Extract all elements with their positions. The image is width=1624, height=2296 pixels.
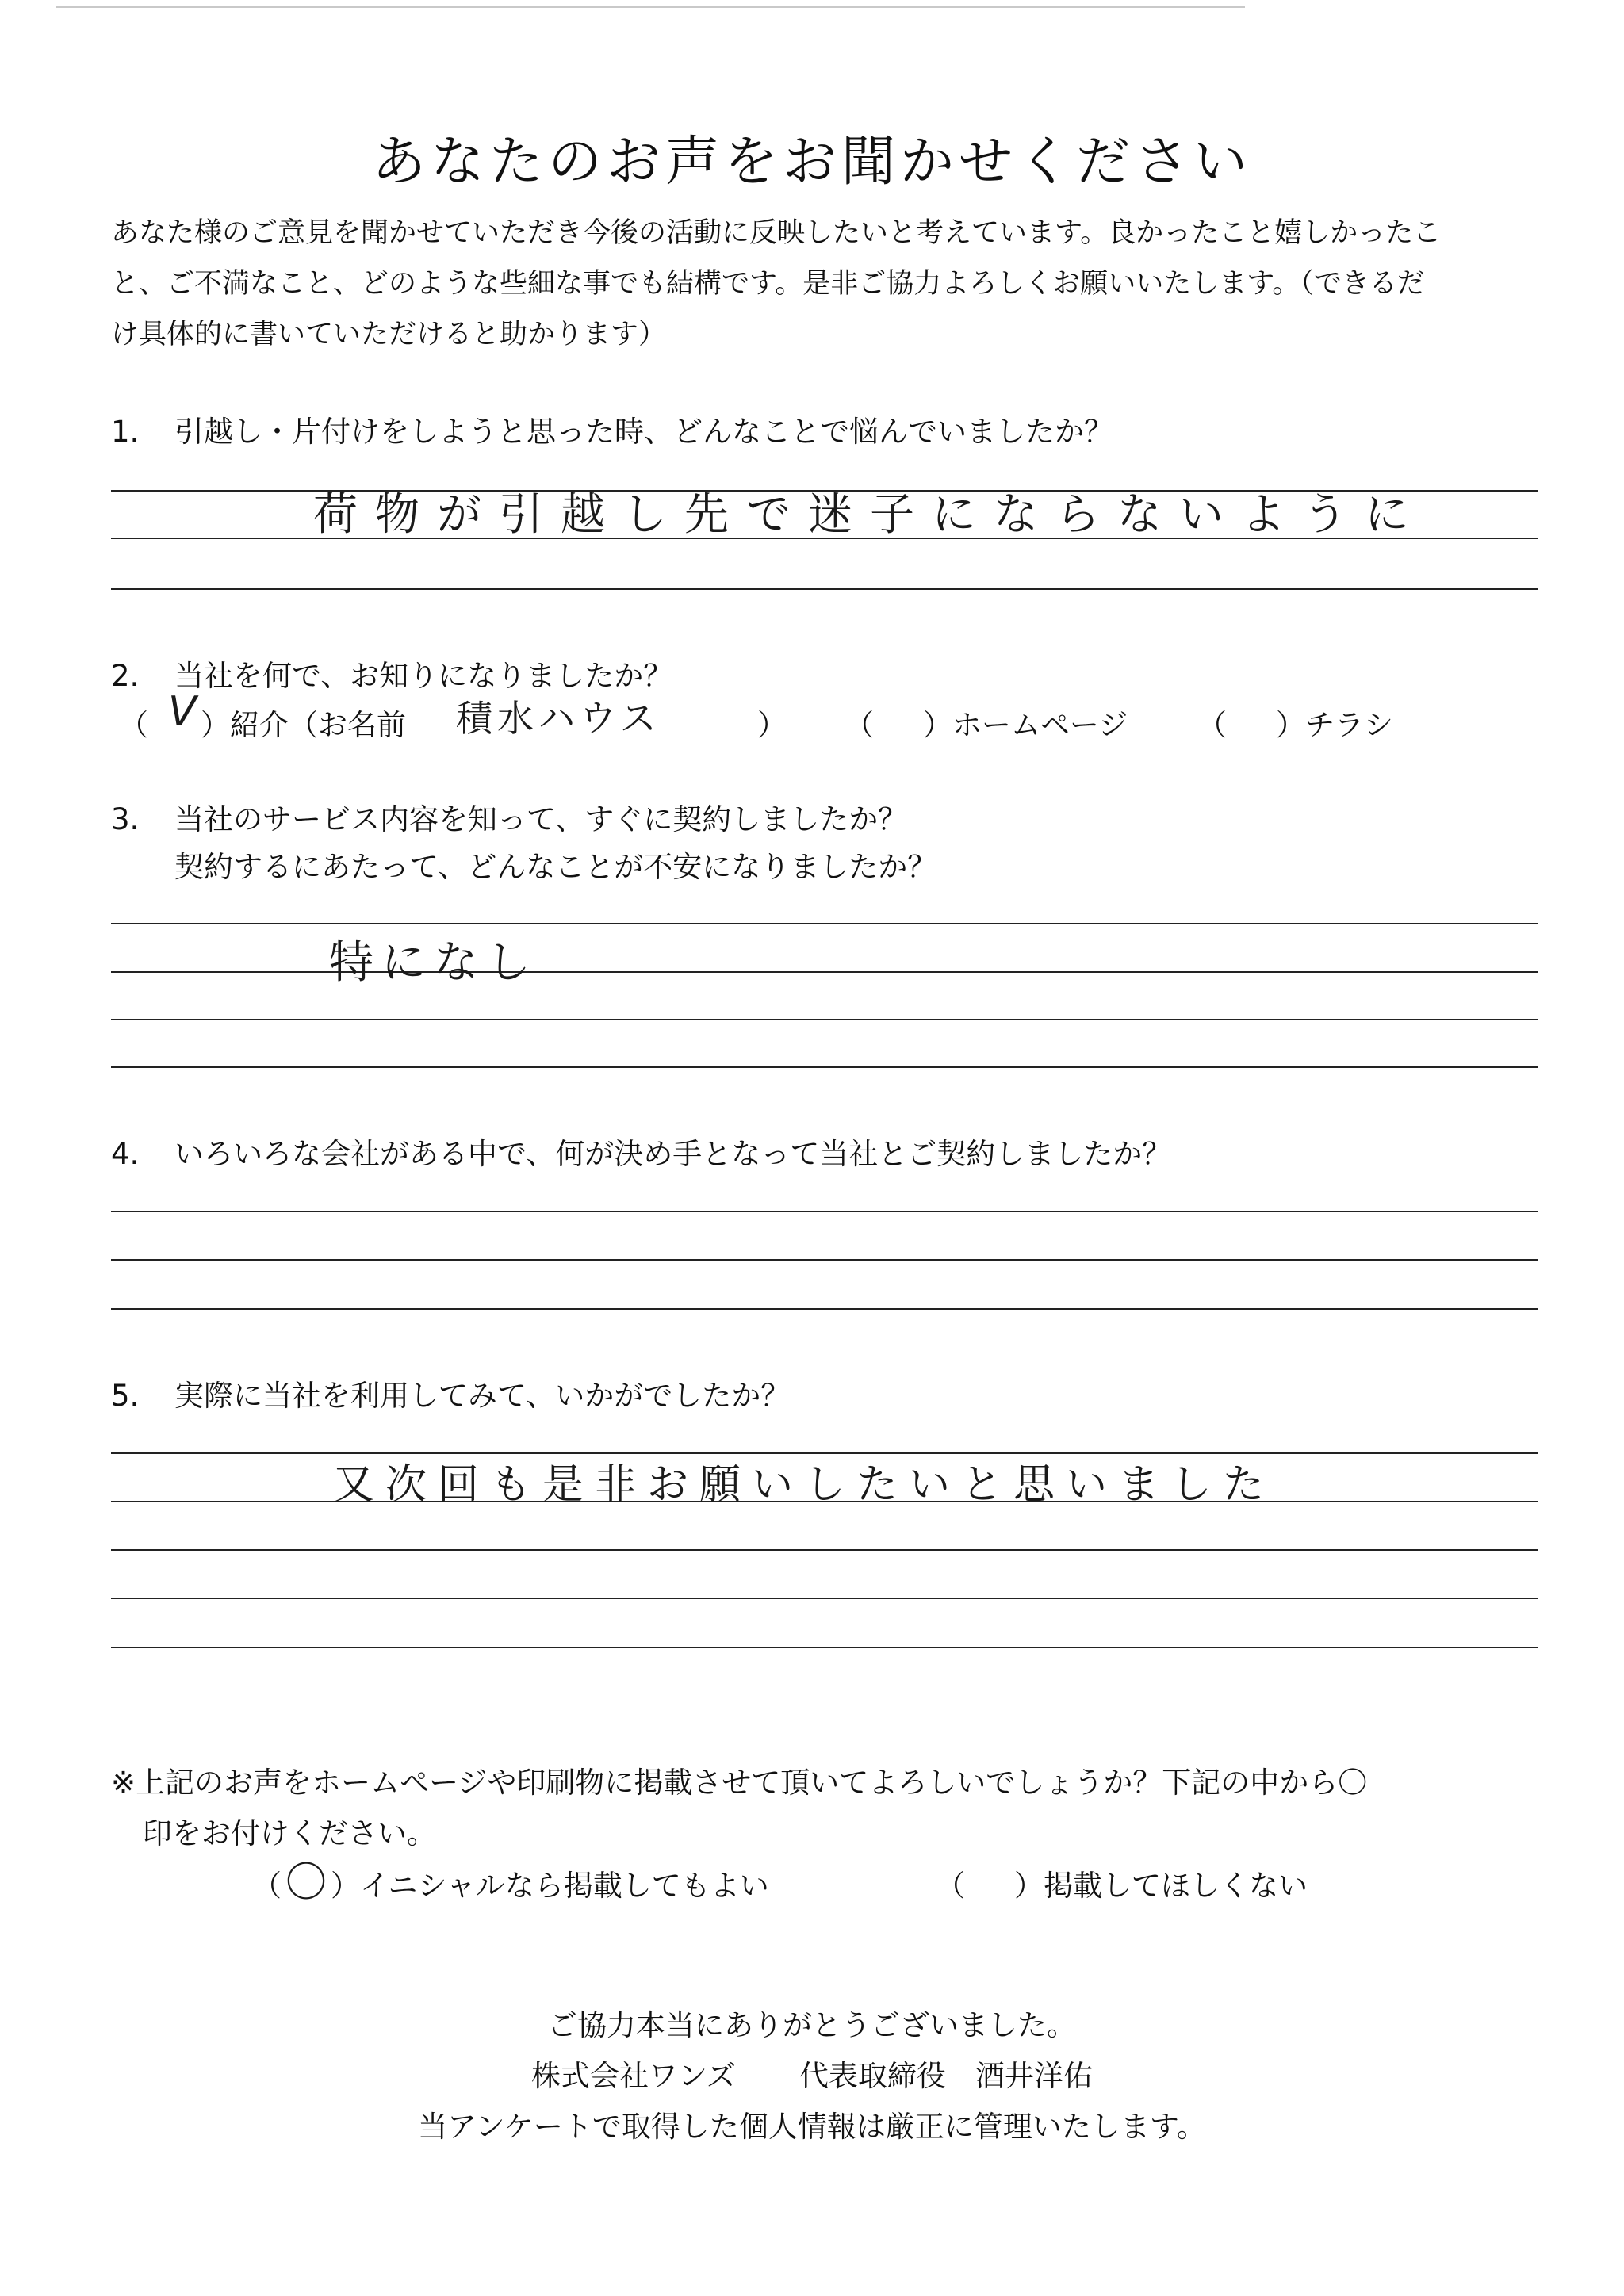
- company-name: 株式会社ワンズ: [531, 2059, 736, 2093]
- page-title: あなたのお声をお聞かせください: [371, 131, 1252, 193]
- option-homepage: [845, 701, 1128, 744]
- handwritten-referrer-name: 積水ハウス: [456, 697, 661, 740]
- company-line: [0, 2052, 1624, 2095]
- answer-line: [111, 1019, 1538, 1020]
- circle-mark-initials: 〇: [285, 1859, 327, 1907]
- answer-line: [111, 1598, 1538, 1599]
- question-1: [111, 408, 1113, 450]
- paren-close: ）: [1276, 708, 1305, 742]
- question-3: [111, 795, 907, 838]
- paren-close: ）: [923, 708, 952, 742]
- paren-open: （: [845, 708, 874, 742]
- intro-line: あなた様のご意見を聞かせていただき今後の活動に反映したいと考えています。良かったこと嬉しかったこ: [111, 217, 1442, 249]
- answer-line: [111, 923, 1538, 924]
- paren-open: （: [936, 1869, 965, 1903]
- option-label-homepage: ホームページ: [952, 708, 1128, 742]
- question-text: 当社のサービス内容を知って、すぐに契約しましたか？: [174, 802, 908, 836]
- answer-line: [111, 588, 1538, 590]
- intro-paragraph: [111, 208, 1546, 360]
- answer-line: [111, 1066, 1538, 1068]
- paren-close: ）: [1014, 1869, 1044, 1903]
- option-flyer: [1197, 701, 1393, 744]
- consent-question: ※上記のお声をホームページや印刷物に掲載させて頂いてよろしいでしょうか？下記の中から〇: [111, 1766, 1368, 1800]
- question-5: [111, 1372, 790, 1414]
- option-no-publish: [936, 1862, 1308, 1904]
- question-number: 3.: [111, 802, 140, 836]
- question-number: 2.: [111, 659, 140, 693]
- intro-line: け具体的に書いていただけると助かります）: [111, 319, 667, 350]
- option-label-flyer: チラシ: [1305, 708, 1393, 742]
- answer-line: [111, 1308, 1538, 1310]
- paren-open: （: [252, 1869, 282, 1903]
- thanks-line: ご協力本当にありがとうございました。: [548, 2008, 1076, 2042]
- question-4: [111, 1130, 1171, 1173]
- question-text: 引越し・片付けをしようと思った時、どんなことで悩んでいましたか？: [174, 415, 1113, 449]
- paren-close: ）: [201, 708, 230, 742]
- scan-edge-line: [56, 6, 1245, 8]
- answer-line: [111, 1259, 1538, 1261]
- answer-line: [111, 1211, 1538, 1212]
- paren-open: （: [119, 708, 148, 742]
- option-referral: [119, 701, 406, 744]
- question-number: 5.: [111, 1379, 140, 1413]
- option-label-no-publish: 掲載してほしくない: [1044, 1869, 1308, 1903]
- checkmark-referral: V: [168, 688, 197, 736]
- question-text: 実際に当社を利用してみて、いかがでしたか？: [174, 1379, 791, 1413]
- answer-line: [111, 971, 1538, 973]
- option-label-referral: 紹介（お名前: [230, 708, 406, 742]
- question-text: 当社を何で、お知りになりましたか？: [174, 659, 673, 693]
- consent-instruction: 印をお付けください。: [143, 1816, 436, 1850]
- option-label-initials: イニシャルなら掲載してもよい: [360, 1869, 769, 1903]
- question-3-subtext: 契約するにあたって、どんなことが不安になりましたか？: [174, 850, 937, 884]
- option-initials-ok: [252, 1862, 769, 1904]
- question-text: いろいろな会社がある中で、何が決め手となって当社とご契約しましたか？: [174, 1137, 1172, 1171]
- handwritten-answer-5: 又次回も是非お願いしたいと思いました: [333, 1461, 1276, 1509]
- question-number: 4.: [111, 1137, 140, 1171]
- answer-line: [111, 1549, 1538, 1551]
- representative: 代表取締役 酒井洋佑: [799, 2059, 1093, 2093]
- paren-close: ）: [757, 708, 787, 742]
- answer-line: [111, 1647, 1538, 1648]
- privacy-line: 当アンケートで取得した個人情報は厳正に管理いたします。: [418, 2110, 1206, 2144]
- intro-line: と、ご不満なこと、どのような些細な事でも結構です。是非ご協力よろしくお願いいたします。（できるだ: [111, 268, 1425, 300]
- question-number: 1.: [111, 415, 140, 449]
- paren-close: ）: [331, 1869, 360, 1903]
- paren-open: （: [1197, 708, 1227, 742]
- handwritten-answer-1: 荷物が引越し先で迷子にならないように: [313, 489, 1427, 541]
- handwritten-answer-3: 特になし: [329, 937, 538, 989]
